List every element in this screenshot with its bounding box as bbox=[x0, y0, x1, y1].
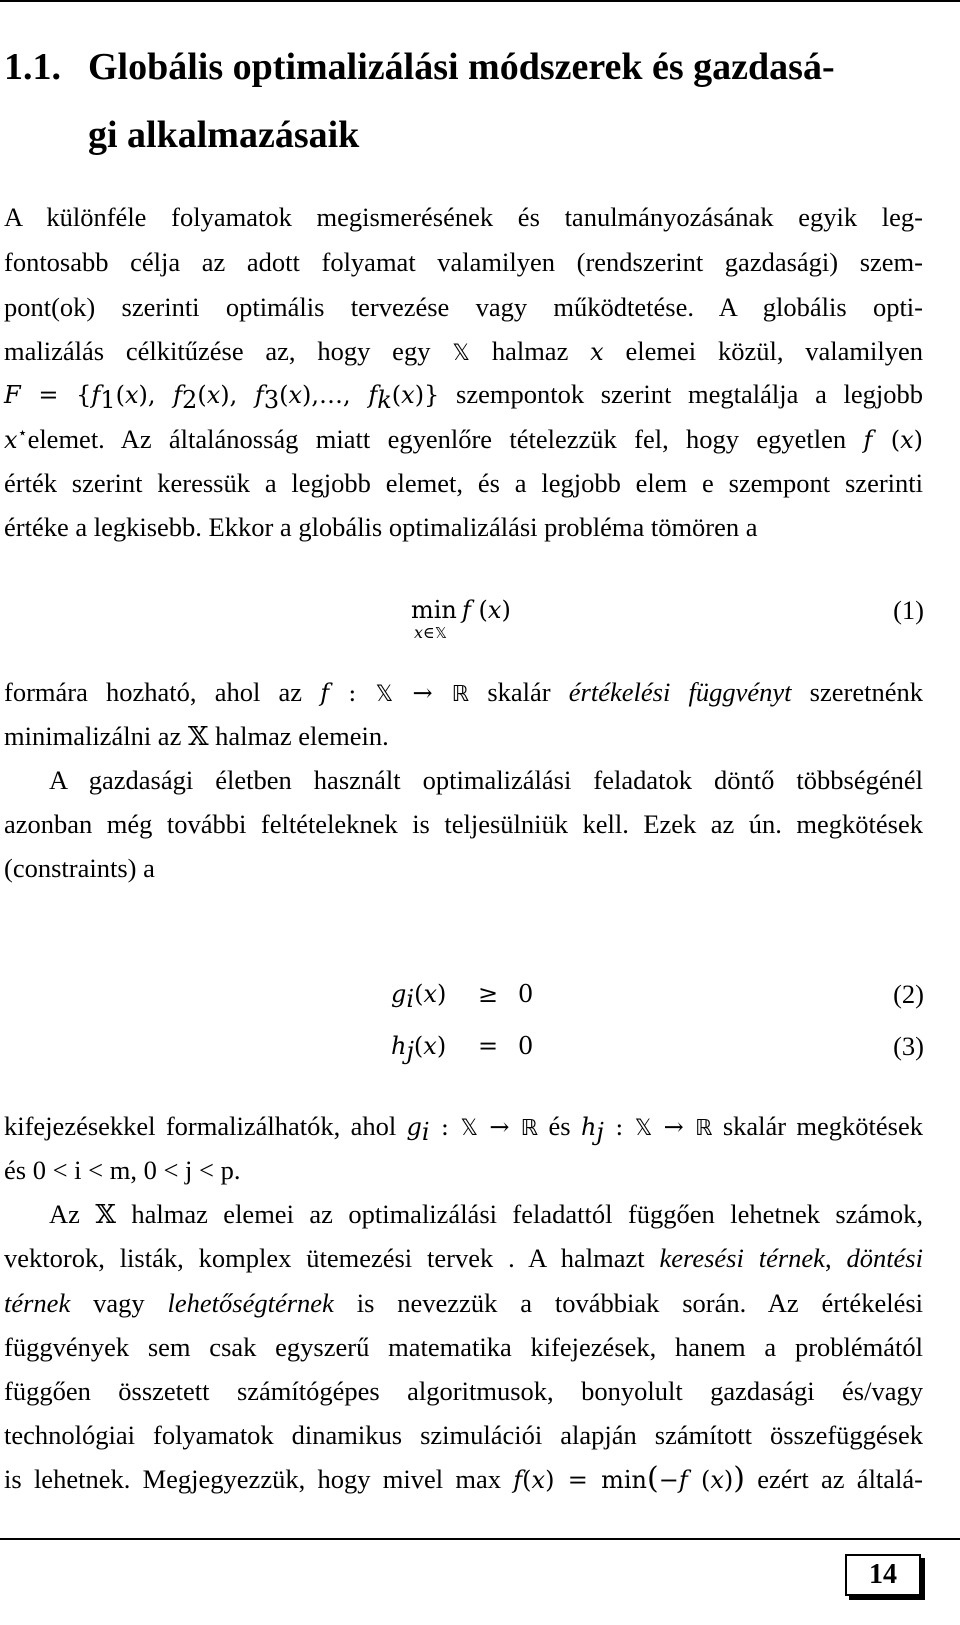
para1-line7: érték szerint keressük a legjobb elemet, és a legjobb elem e szempont szerinti bbox=[4, 468, 923, 498]
para1-line3: pont(ok) szerinti optimális tervezése vagy működtetése. A globális opti- bbox=[4, 292, 923, 322]
para5-line2: vektorok, listák, komplex ütemezési tervek . A halmazt keresési térnek, döntési bbox=[4, 1243, 923, 1273]
footer-rule bbox=[0, 1538, 960, 1540]
para5-line5: függően összetett számítógépes algoritmusok, bonyolult gazdasági és/vagy bbox=[4, 1376, 923, 1406]
eq1-subscript: x∈𝕏 bbox=[414, 623, 447, 642]
eq2-lhs: $g_i(x)$ bbox=[391, 980, 447, 1013]
section-title-line2: gi alkalmazásaik bbox=[88, 114, 360, 156]
para3-line2: azonban még további feltételeknek is teljesülniük kell. Ezek az ún. megkötések bbox=[4, 809, 923, 839]
section-number: 1.1. bbox=[4, 46, 61, 88]
top-rule bbox=[0, 0, 960, 2]
eq2-rhs: 0 bbox=[518, 980, 534, 1008]
eq2-relation: ≥ bbox=[478, 980, 499, 1008]
eq1-expr: f (x) bbox=[462, 596, 511, 624]
eq3-lhs: $h_j(x)$ bbox=[391, 1032, 447, 1065]
section-title-line1: Globális optimalizálási módszerek és gazdasá- bbox=[88, 46, 835, 88]
para2-line1: formára hozható, ahol az f : 𝕏 → ℝ skalár értékelési függvényt szeretnénk bbox=[4, 677, 923, 707]
eq1-min: min bbox=[411, 596, 457, 624]
page-number: 14 bbox=[845, 1554, 921, 1596]
para5-line3: térnek vagy lehetőségtérnek is nevezzük a továbbiak során. Az értékelési bbox=[4, 1288, 924, 1318]
eq1-number: (1) bbox=[893, 595, 924, 625]
para3-line1: A gazdasági életben használt optimalizálási feladatok döntő többségénél bbox=[49, 765, 923, 795]
para1-line2: fontosabb célja az adott folyamat valamilyen (rendszerint gazdasági) szem- bbox=[4, 247, 923, 277]
para1-line6: x⋆elemet. Az általánosság miatt egyenlőre tételezzük fel, hogy egyetlen f (x) bbox=[4, 424, 923, 454]
para5-line4: függvények sem csak egyszerű matematika kifejezések, hanem a problémától bbox=[4, 1332, 923, 1362]
para5-line6: technológiai folyamatok dinamikus szimulációi alapján számított összefüggések bbox=[4, 1420, 923, 1450]
para4-line1: kifejezésekkel formalizálhatók, ahol $g_i$ : 𝕏 → ℝ és $h_j$ : 𝕏 → ℝ skalár megkötések bbox=[4, 1111, 924, 1146]
para1-line8: értéke a legkisebb. Ekkor a globális optimalizálási probléma tömören a bbox=[4, 512, 758, 542]
para3-line3: (constraints) a bbox=[4, 853, 155, 883]
para1-line4: malizálás célkitűzése az, hogy egy 𝕏 halmaz x elemei közül, valamilyen bbox=[4, 336, 924, 366]
para1-line5: $F = \{f_1(x)$, $f_2(x)$, $f_3(x),\dots$, $f_k(x)$} szempontok szerint megtalálja a legjobb bbox=[4, 379, 924, 414]
para5-line7: is lehetnek. Megjegyezzük, hogy mivel max f(x) = min(−f (x)) ezért az általá- bbox=[4, 1461, 924, 1496]
para2-line2: minimalizálni az 𝕏 halmaz elemein. bbox=[4, 721, 389, 751]
para5-line1: Az 𝕏 halmaz elemei az optimalizálási feladattól függően lehetnek számok, bbox=[49, 1199, 923, 1229]
eq3-rhs: 0 bbox=[518, 1032, 534, 1060]
para4-line2: és 0 < i < m, 0 < j < p. bbox=[4, 1155, 241, 1185]
eq3-relation: = bbox=[478, 1032, 499, 1060]
eq2-number: (2) bbox=[893, 979, 924, 1009]
para1-line1: A különféle folyamatok megismerésének és tanulmányozásának egyik leg- bbox=[4, 202, 923, 232]
eq3-number: (3) bbox=[893, 1031, 924, 1061]
